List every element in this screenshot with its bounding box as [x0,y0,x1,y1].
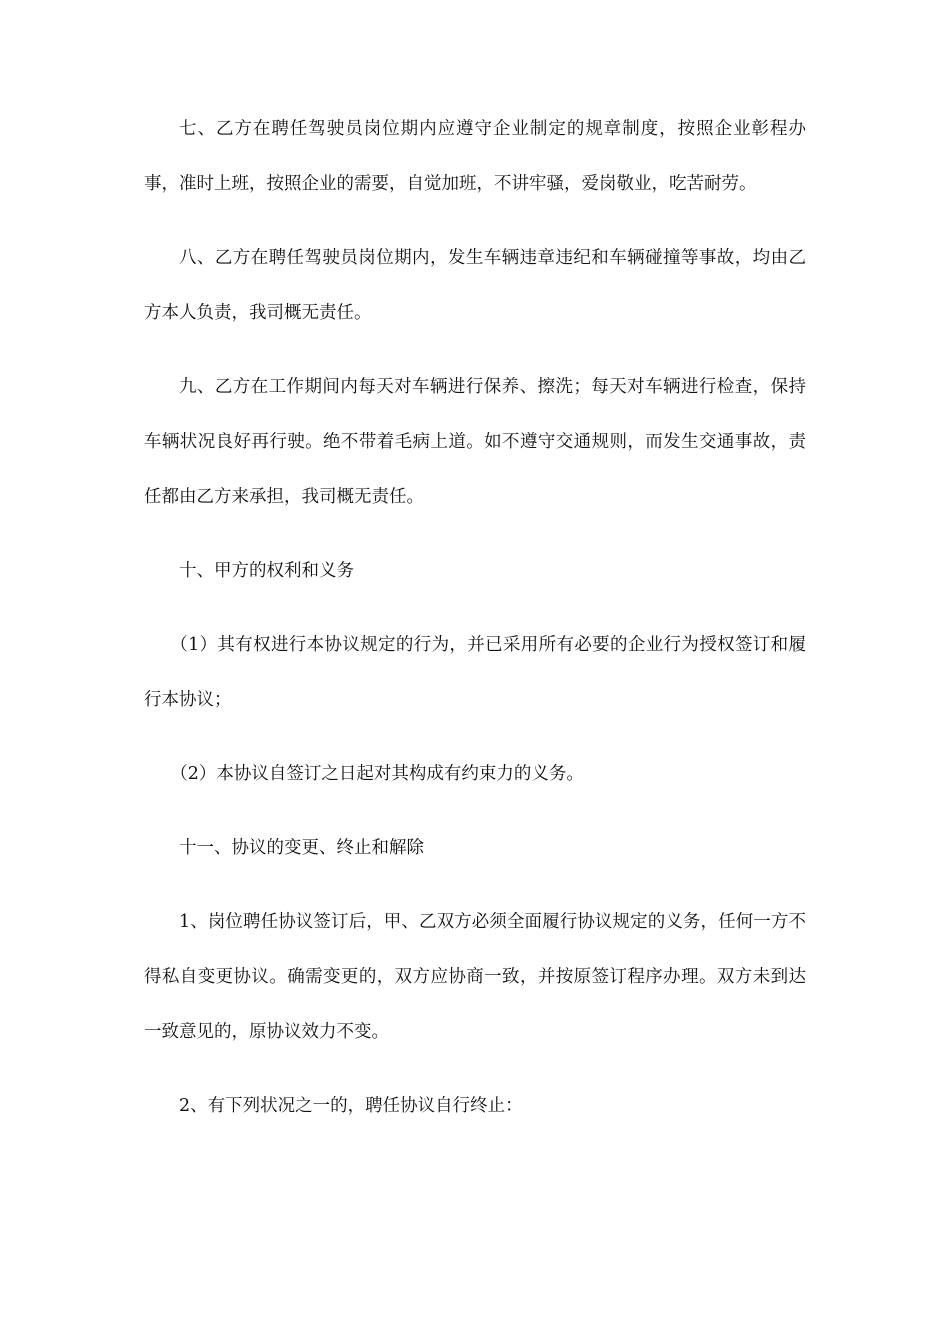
paragraph-change-rule-2: 2、有下列状况之一的，聘任协议自行终止： [179,1096,523,1116]
paragraph-clause-8: 八、乙方在聘任驾驶员岗位期内，发生车辆违章违纪和车辆碰撞等事故，均由乙方本人负责，我司概无责任。 [144,248,806,323]
section-heading-agreement-changes: 十一、协议的变更、终止和解除 [179,838,424,858]
paragraph-clause-7: 七、乙方在聘任驾驶员岗位期内应遵守企业制定的规章制度，按照企业彰程办事，准时上班，按照企业的需要，自觉加班，不讲牢骚，爱岗敬业，吃苦耐劳。 [144,119,806,194]
paragraph-change-rule-1: 1、岗位聘任协议签订后，甲、乙双方必须全面履行协议规定的义务，任何一方不得私自变更协议。确需变更的，双方应协商一致，并按原签订程序办理。双方未到达一致意见的，原协议效力不变。 [144,912,806,1042]
paragraph-clause-9: 九、乙方在工作期间内每天对车辆进行保养、擦洗；每天对车辆进行检查，保持车辆状况良好再行驶。绝不带着毛病上道。如不遵守交通规则，而发生交通事故，责任都由乙方来承担，我司概无责任。 [144,377,806,507]
paragraph-item-2: （2）本协议自签订之日起对其构成有约束力的义务。 [170,764,584,784]
paragraph-item-1: （1）其有权进行本协议规定的行为，并已采用所有必要的企业行为授权签订和履行本协议； [144,635,806,710]
section-heading-party-a-rights: 十、甲方的权利和义务 [179,561,354,581]
document-body [144,102,806,1153]
